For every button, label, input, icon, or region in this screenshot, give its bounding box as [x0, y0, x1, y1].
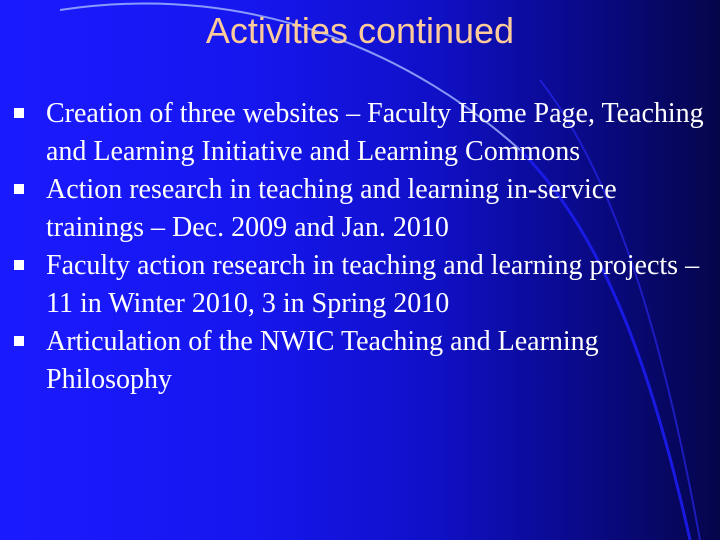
square-bullet-icon	[14, 108, 24, 118]
square-bullet-icon	[14, 336, 24, 346]
list-item	[14, 247, 704, 323]
bullet-text: Articulation of the NWIC Teaching and Learning Philosophy	[46, 326, 599, 395]
list-item	[14, 95, 704, 171]
bullet-text: Action research in teaching and learning in-service trainings – Dec. 2009 and Jan. 2010	[46, 174, 617, 243]
bullet-list	[14, 95, 704, 399]
bullet-text: Creation of three websites – Faculty Home Page, Teaching and Learning Initiative and Learning Commons	[46, 98, 704, 167]
slide-title: Activities continued	[205, 10, 515, 51]
list-item	[14, 323, 704, 399]
square-bullet-icon	[14, 260, 24, 270]
bullet-text: Faculty action research in teaching and learning projects – 11 in Winter 2010, 3 in Spring 2010	[46, 250, 700, 319]
square-bullet-icon	[14, 184, 24, 194]
list-item	[14, 171, 704, 247]
